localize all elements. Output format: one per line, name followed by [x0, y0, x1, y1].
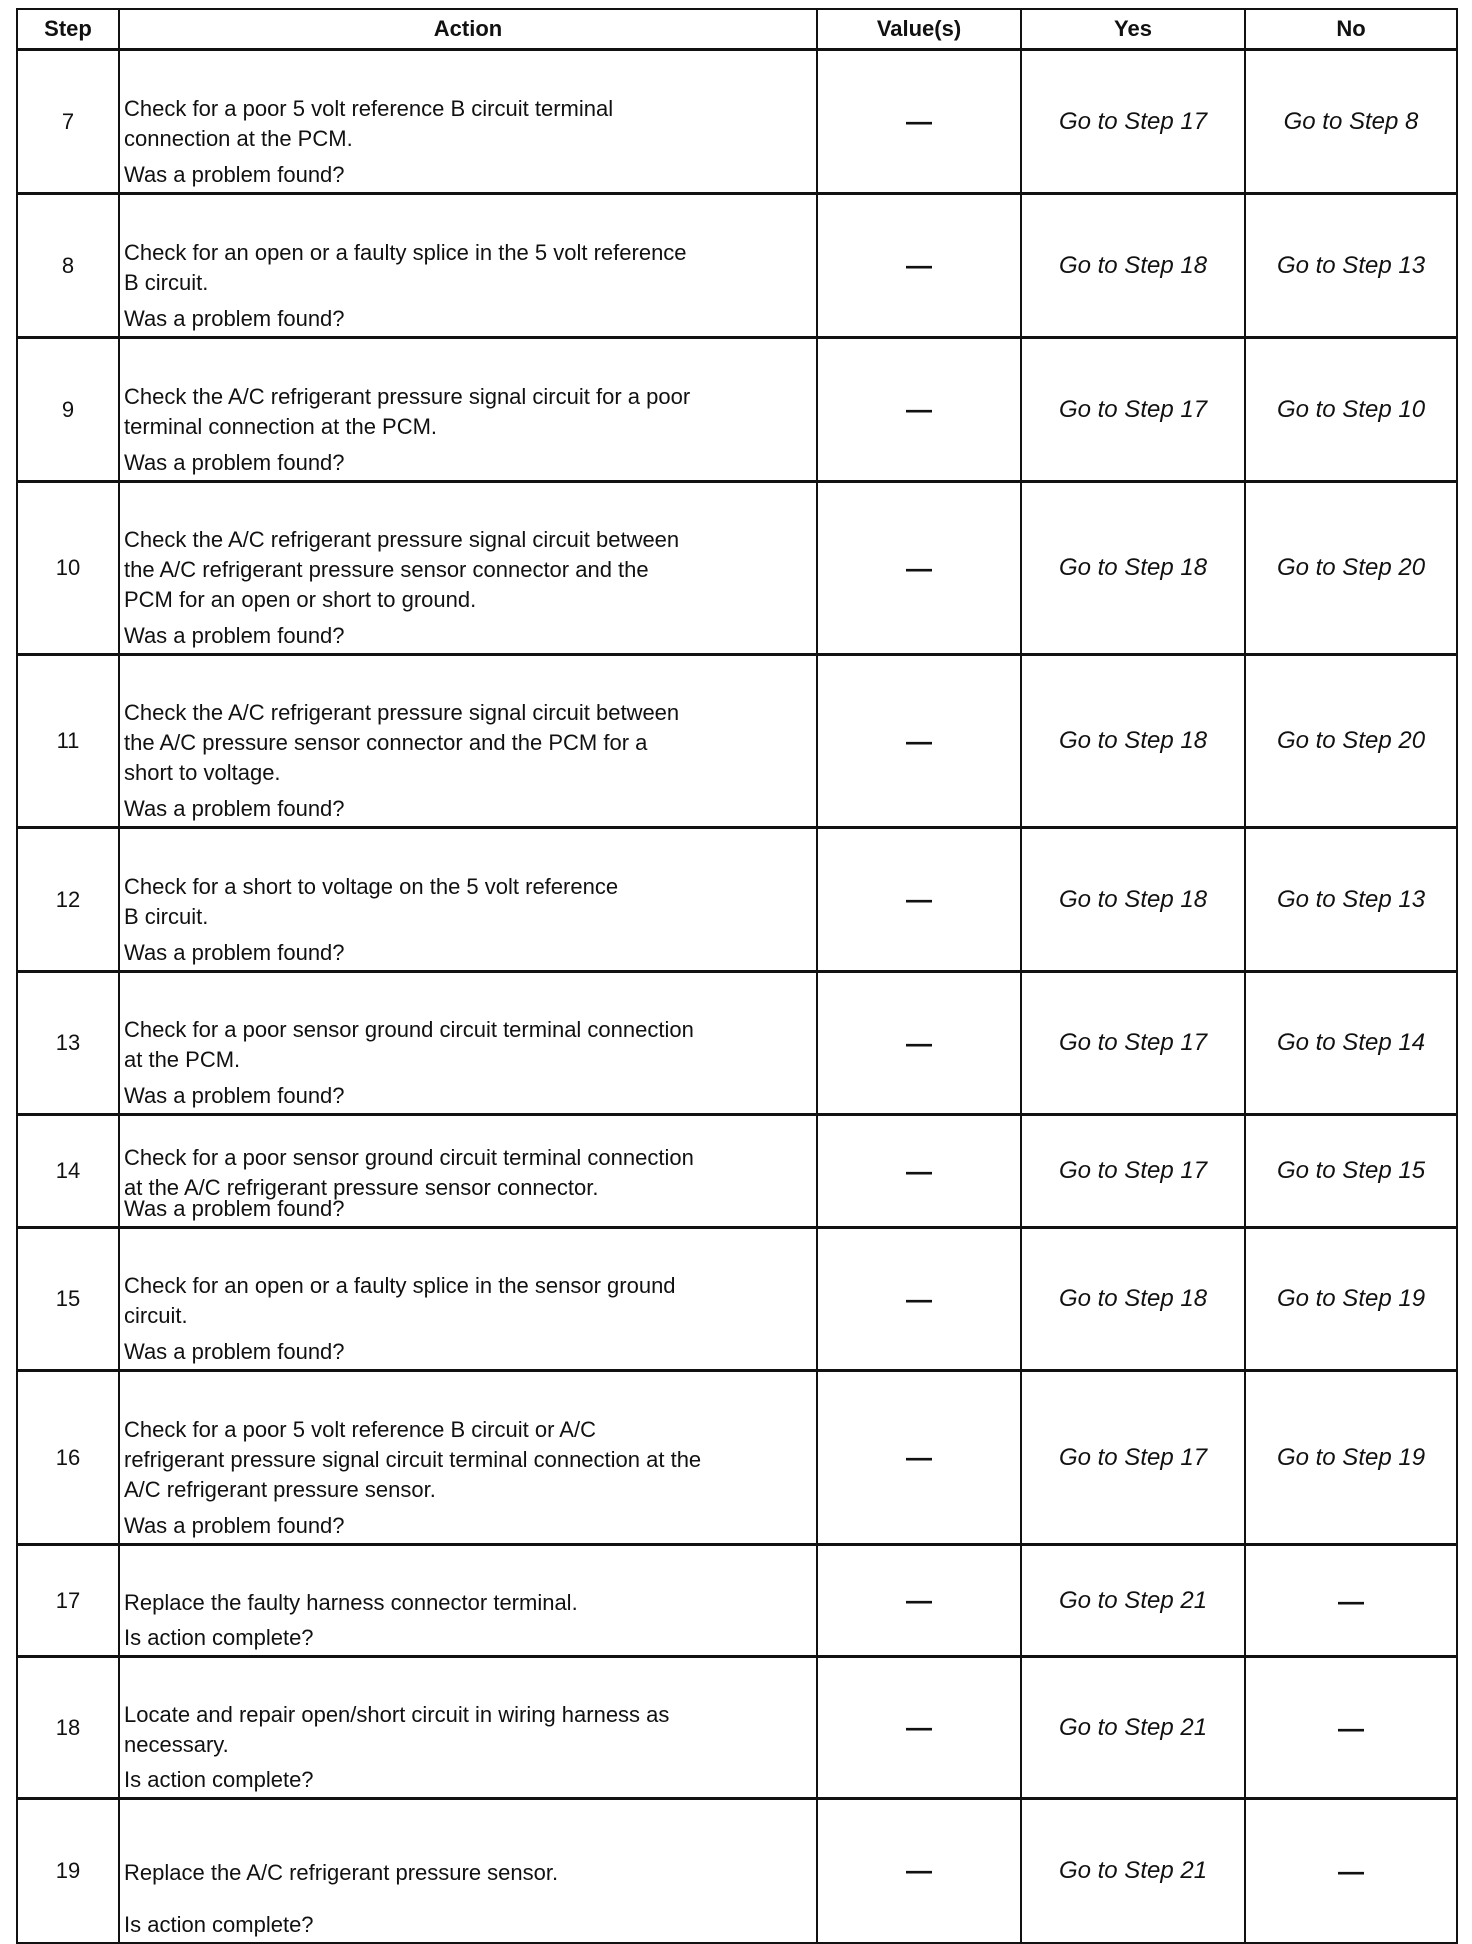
yes-result: Go to Step 18	[1021, 194, 1245, 338]
action-question: Was a problem found?	[124, 796, 345, 821]
action-cell	[119, 972, 817, 1115]
no-result: Go to Step 14	[1245, 972, 1457, 1115]
no-result: —	[1245, 1545, 1457, 1657]
value-cell: —	[817, 1115, 1021, 1228]
action-question: Is action complete?	[124, 1767, 314, 1792]
step-number: 8	[17, 194, 119, 338]
action-question: Is action complete?	[124, 1911, 314, 1937]
yes-result: Go to Step 21	[1021, 1799, 1245, 1943]
action-cell	[119, 338, 817, 482]
value-cell: —	[817, 1545, 1021, 1657]
value-cell: —	[817, 828, 1021, 972]
table-row-step-17	[17, 1545, 1457, 1657]
action-text: Replace the faulty harness connector terminal.	[124, 1589, 578, 1615]
step-number: 11	[17, 655, 119, 828]
no-result: Go to Step 20	[1245, 482, 1457, 655]
step-number: 16	[17, 1371, 119, 1545]
action-cell	[119, 1657, 817, 1799]
action-cell	[119, 482, 817, 655]
step-number: 7	[17, 50, 119, 194]
action-text: Check the A/C refrigerant pressure signal circuit between the A/C refrigerant pressure sensor connector and the PCM for an open or short to ground.	[124, 527, 680, 612]
header-values: Value(s)	[817, 9, 1021, 50]
yes-result: Go to Step 17	[1021, 338, 1245, 482]
table-row-step-14	[17, 1115, 1457, 1228]
table-row-step-7	[17, 50, 1457, 194]
action-text: Check for an open or a faulty splice in the 5 volt reference B circuit.	[124, 239, 687, 295]
diagnostic-table	[16, 8, 1458, 1944]
value-cell: —	[817, 482, 1021, 655]
action-text: Check for a poor 5 volt reference B circuit or A/C refrigerant pressure signal circuit terminal connection at the A/C refrigerant pressure sensor.	[124, 1416, 702, 1502]
no-result: Go to Step 13	[1245, 194, 1457, 338]
value-cell: —	[817, 1371, 1021, 1545]
step-number: 15	[17, 1228, 119, 1371]
no-result: —	[1245, 1657, 1457, 1799]
step-number: 18	[17, 1657, 119, 1799]
action-question: Was a problem found?	[124, 1196, 345, 1221]
table-row-step-16	[17, 1371, 1457, 1545]
action-text: Locate and repair open/short circuit in wiring harness as necessary.	[124, 1701, 670, 1757]
no-result: Go to Step 19	[1245, 1371, 1457, 1545]
action-question: Was a problem found?	[124, 1513, 345, 1538]
action-cell	[119, 1228, 817, 1371]
step-number: 12	[17, 828, 119, 972]
no-result: Go to Step 20	[1245, 655, 1457, 828]
action-cell	[119, 1371, 817, 1545]
action-question: Was a problem found?	[124, 623, 345, 648]
action-cell	[119, 655, 817, 828]
action-question: Was a problem found?	[124, 450, 345, 475]
yes-result: Go to Step 21	[1021, 1545, 1245, 1657]
action-text: Check the A/C refrigerant pressure signal circuit for a poor terminal connection at the PCM.	[124, 383, 691, 439]
action-cell	[119, 828, 817, 972]
diagnostic-page	[16, 8, 1456, 1944]
yes-result: Go to Step 18	[1021, 482, 1245, 655]
yes-result: Go to Step 18	[1021, 1228, 1245, 1371]
yes-result: Go to Step 21	[1021, 1657, 1245, 1799]
action-question: Was a problem found?	[124, 940, 345, 965]
value-cell: —	[817, 1228, 1021, 1371]
step-number: 17	[17, 1545, 119, 1657]
yes-result: Go to Step 18	[1021, 828, 1245, 972]
action-cell	[119, 1115, 817, 1228]
action-text: Check the A/C refrigerant pressure signal circuit between the A/C pressure sensor connector and the PCM for a short to voltage.	[124, 700, 680, 785]
yes-result: Go to Step 17	[1021, 972, 1245, 1115]
header-no: No	[1245, 9, 1457, 50]
value-cell: —	[817, 194, 1021, 338]
step-number: 14	[17, 1115, 119, 1228]
header-row	[17, 9, 1457, 50]
value-cell: —	[817, 1657, 1021, 1799]
action-cell	[119, 194, 817, 338]
table-row-step-9	[17, 338, 1457, 482]
value-cell: —	[817, 655, 1021, 828]
action-text: Check for a poor sensor ground circuit terminal connection at the A/C refrigerant pressure sensor connector.	[124, 1145, 694, 1200]
action-cell	[119, 1799, 817, 1943]
step-number: 13	[17, 972, 119, 1115]
table-row-step-10	[17, 482, 1457, 655]
action-question: Was a problem found?	[124, 162, 345, 187]
table-row-step-8	[17, 194, 1457, 338]
no-result: Go to Step 19	[1245, 1228, 1457, 1371]
table-row-step-19	[17, 1799, 1457, 1943]
no-result: —	[1245, 1799, 1457, 1943]
yes-result: Go to Step 17	[1021, 1115, 1245, 1228]
table-row-step-18	[17, 1657, 1457, 1799]
yes-result: Go to Step 17	[1021, 50, 1245, 194]
table-row-step-15	[17, 1228, 1457, 1371]
value-cell: —	[817, 50, 1021, 194]
value-cell: —	[817, 338, 1021, 482]
no-result: Go to Step 8	[1245, 50, 1457, 194]
action-cell	[119, 50, 817, 194]
header-step: Step	[17, 9, 119, 50]
table-row-step-13	[17, 972, 1457, 1115]
action-question: Was a problem found?	[124, 1339, 345, 1364]
value-cell: —	[817, 1799, 1021, 1943]
action-question: Was a problem found?	[124, 1083, 345, 1108]
action-text: Check for an open or a faulty splice in the sensor ground circuit.	[124, 1273, 676, 1328]
header-yes: Yes	[1021, 9, 1245, 50]
step-number: 10	[17, 482, 119, 655]
action-cell	[119, 1545, 817, 1657]
action-text: Check for a poor sensor ground circuit terminal connection at the PCM.	[124, 1017, 694, 1072]
action-text: Check for a short to voltage on the 5 volt reference B circuit.	[124, 873, 619, 929]
table-row-step-11	[17, 655, 1457, 828]
no-result: Go to Step 13	[1245, 828, 1457, 972]
table-row-step-12	[17, 828, 1457, 972]
step-number: 9	[17, 338, 119, 482]
action-text: Replace the A/C refrigerant pressure sensor.	[124, 1859, 559, 1885]
step-number: 19	[17, 1799, 119, 1943]
action-text: Check for a poor 5 volt reference B circuit terminal connection at the PCM.	[124, 95, 614, 151]
no-result: Go to Step 10	[1245, 338, 1457, 482]
action-question: Was a problem found?	[124, 306, 345, 331]
value-cell: —	[817, 972, 1021, 1115]
no-result: Go to Step 15	[1245, 1115, 1457, 1228]
yes-result: Go to Step 18	[1021, 655, 1245, 828]
header-action: Action	[119, 9, 817, 50]
action-question: Is action complete?	[124, 1625, 314, 1650]
yes-result: Go to Step 17	[1021, 1371, 1245, 1545]
